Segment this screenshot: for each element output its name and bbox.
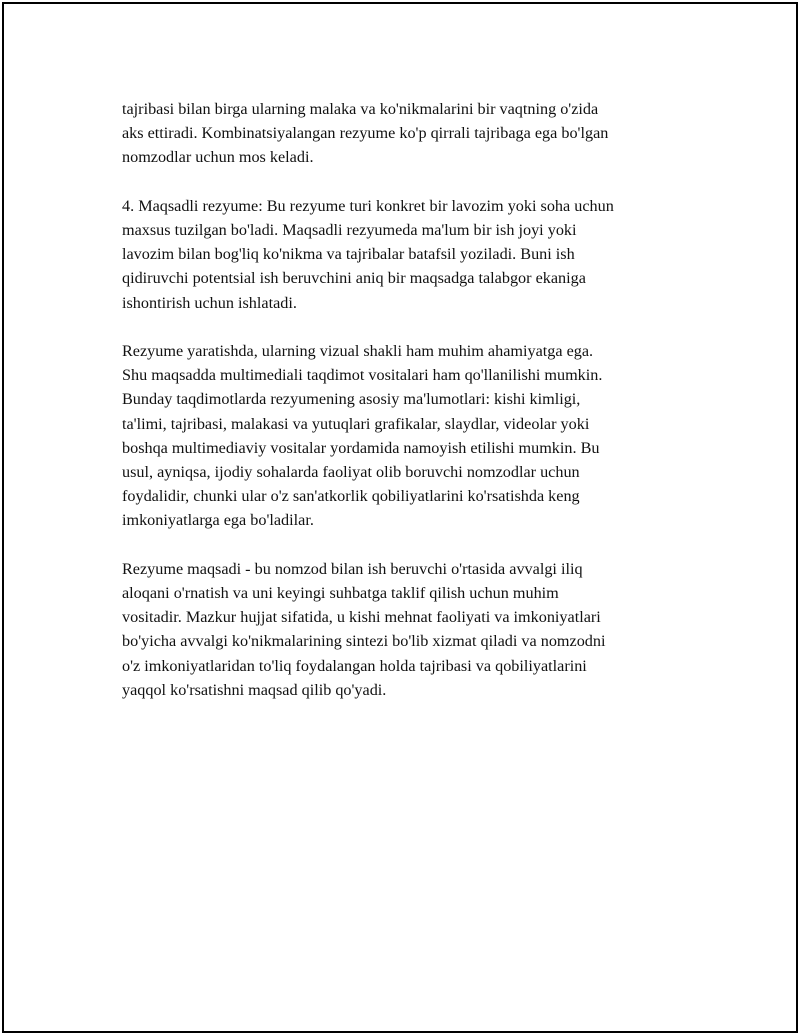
paragraph-resume-purpose: Rezyume maqsadi - bu nomzod bilan ish beruvchi o'rtasida avvalgi iliq aloqani o'rnatish va uni keyingi suhbatga taklif qilish uchun muhim vositadir. Mazkur hujjat sifatida, u kishi mehnat faoliyati va imkoniyatlari bo'yicha avvalgi ko'nikmalarining sintezi bo'lib xizmat qiladi va nomzodni o'z imkoniyatlaridan to'liq foydalangan holda tajribasi va qobiliyatlarini yaqqol ko'rsatishni maqsad qilib qo'yadi. bbox=[122, 559, 606, 699]
paragraph-visual-form: Rezyume yaratishda, ularning vizual shakli ham muhim ahamiyatga ega. Shu maqsadda multimediali taqdimot vositalari ham qo'llanilishi mumkin. Bunday taqdimotlarda rezyumening asosiy ma'lumotlari: kishi kimligi, ta'limi, tajribasi, malakasi va yutuqlari grafikalar, slaydlar, videolar yoki boshqa multimediaviy vositalar yordamida namoyish etilishi mumkin. Bu usul, ayniqsa, ijodiy sohalarda faoliyat olib boruvchi nomzodlar uchun foydalidir, chunki ular o'z san'atkorlik qobiliyatlarini ko'rsatishda keng imkoniyatlarga ega bo'ladilar. bbox=[122, 342, 603, 530]
document-page bbox=[2, 2, 798, 1033]
paragraph-combined-resume-end: tajribasi bilan birga ularning malaka va ko'nikmalarini bir vaqtning o'zida aks ettiradi. Kombinatsiyalangan rezyume ko'p qirrali tajribaga ega bo'lgan nomzodlar uchun mos keladi. bbox=[122, 100, 609, 167]
paragraph-targeted-resume: 4. Maqsadli rezyume: Bu rezyume turi konkret bir lavozim yoki soha uchun maxsus tuzilgan bo'ladi. Maqsadli rezyumeda ma'lum bir ish joyi yoki lavozim bilan bog'liq ko'nikma va tajribalar batafsil yoziladi. Buni ish qidiruvchi potentsial ish beruvchini aniq bir maqsadga talabgor ekaniga ishontirish uchun ishlatadi. bbox=[122, 196, 614, 312]
document-body bbox=[122, 97, 702, 726]
